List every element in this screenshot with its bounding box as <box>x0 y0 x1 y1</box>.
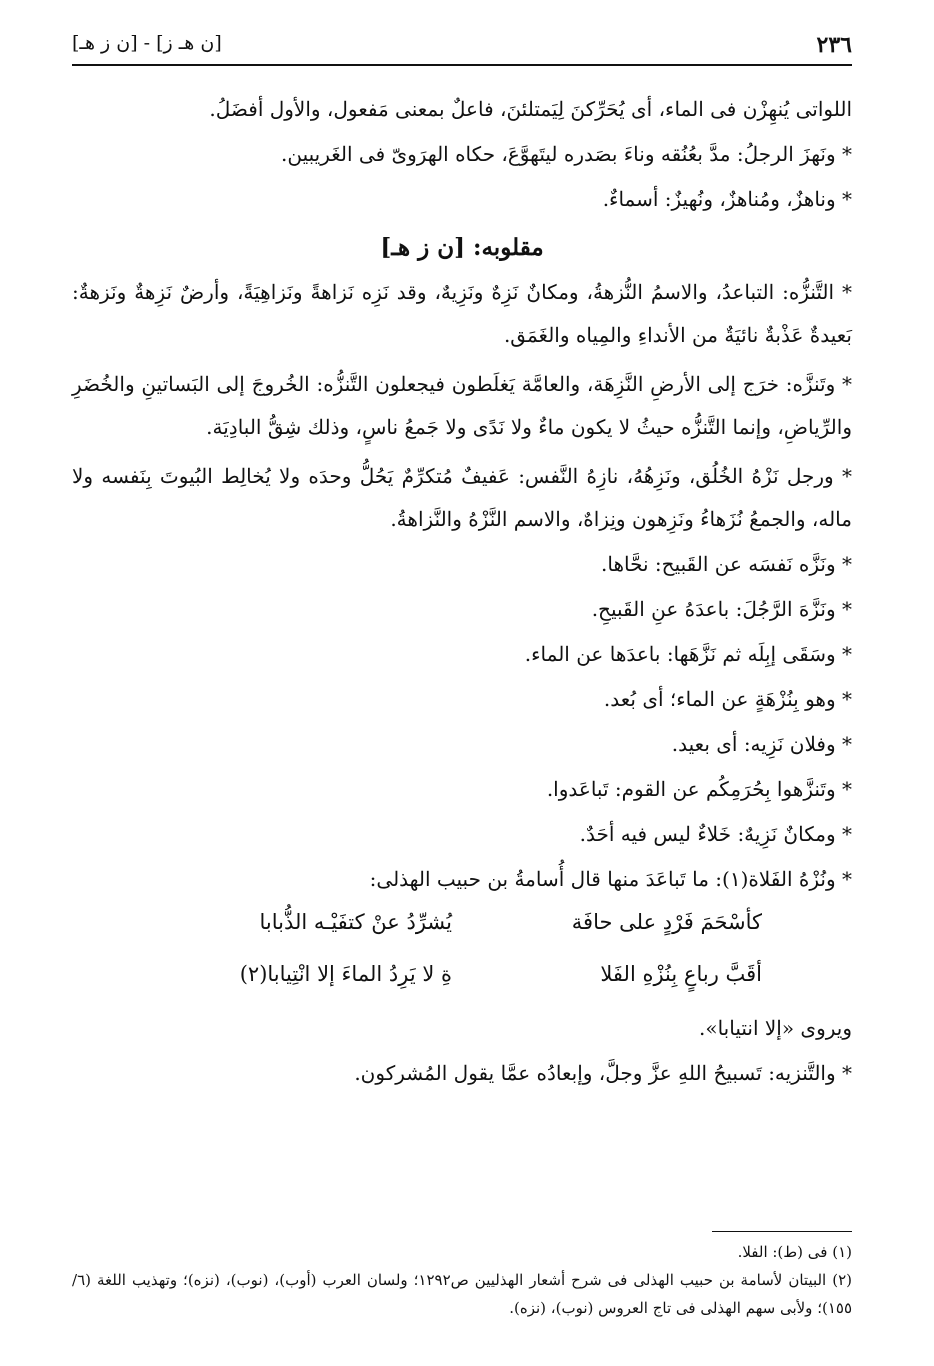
paragraph: * ونُزْهُ الفَلاة(١): ما تَباعَدَ منها قال أُسامةُ بن حبيب الهذلى: <box>369 867 852 891</box>
paragraph: * وهو بِنُزْهَةٍ عن الماء؛ أى بُعد. <box>603 687 852 711</box>
paragraph: اللواتى يُنهِزْن فى الماء، أى يُحَرِّكنَ لِيَمتلئنَ، فاعلٌ بمعنى مَفعول، والأول أفضَلُ. <box>209 97 852 121</box>
section-heading: مقلوبه: [ن ز هـ] <box>380 234 544 261</box>
footnote-rule <box>712 1231 852 1232</box>
page-header <box>72 32 852 60</box>
paragraph: * التَّنزُّه: التباعدُ، والاسمُ النُّزهةُ، ومكانٌ نَزِهٌ ونَزِيهٌ، وقد نَزِه نَزاهةً ونَزاهِيَةً، وأرضٌ نَزِهةٌ ونَزهةٌ: بَعيدةٌ عَذْبةٌ نائيَةٌ من الأنداءِ والمِياه والغَمَق. <box>72 280 852 347</box>
paragraph: * وتَنزَّه: خرَج إلى الأرضِ النَّزِهَة، والعامَّة يَغلَطون فيجعلون التَّنزُّه: الخُروجَ إلى البَساتينِ والخُضَرِ والرِّياضِ، وإنما التَّنزُّه حيثُ لا يكون ماءٌ ولا نَدًى ولا جَمعُ ناسٍ، وذلك شِقُّ البادِيَة. <box>72 372 852 439</box>
paragraph: * وناهزٌ، ومُناهزٌ، ونُهيزٌ: أسماءٌ. <box>602 187 852 211</box>
verse-first-hemistich: أقَبَّ رباعٍ بِنُزْهِ الفَلا <box>600 962 762 986</box>
paragraph: * ونَهزَ الرجلُ: مدَّ بعُنُقه وناءَ بصَدره ليتَهوَّعَ، حكاه الهرَوىّ فى الغَريبين. <box>281 142 852 166</box>
page-number: ٢٣٦ <box>816 32 852 58</box>
paragraph: * ورجل نَزْهُ الخُلُق، ونَزِهُهُ، نازِهُ النَّفس: عَفيفٌ مُتكرِّمٌ يَحُلُّ وحدَه ولا يُخالِط البُيوتَ بِنَفسه ولا ماله، والجمعُ نُزَهاءُ ونَزِهون ونِزاهٌ، والاسم النَّزْهُ والنَّزاهةُ. <box>72 464 852 531</box>
paragraph: * والتَّنزيه: تَسبيحُ اللهِ عزَّ وجلَّ، وإبعادُه عمَّا يقول المُشركون. <box>354 1061 852 1085</box>
paragraph: * ونَزَّه نَفسَه عن القَبيح: نحَّاها. <box>601 552 852 576</box>
verse-first-hemistich: كأسْحَمَ فَرْدٍ على حافَة <box>571 910 762 934</box>
book-page <box>72 22 852 1342</box>
footnote: (١) فى (ط): الفلا. <box>737 1243 852 1261</box>
paragraph: ويروى «إلا انتيابا». <box>698 1016 852 1040</box>
verse-second-hemistich: ةِ لا يَرِدُ الماءَ إلا انْتِيابا(٢) <box>239 962 452 986</box>
verse-line <box>72 901 852 953</box>
footnote: (٢) البيتان لأسامة بن حبيب الهذلى فى شرح أشعار الهذليين ص١٢٩٢؛ ولسان العرب (أوب)، (نوب)، (نزه)؛ وتهذيب اللغة (٦/ ١٥٥)؛ ولأبى سهم الهذلى فى تاج العروس (نوب)، (نزه). <box>72 1271 853 1317</box>
verse-line <box>72 953 852 1005</box>
main-text <box>72 88 852 1095</box>
paragraph: * ومكانٌ نَزِيهٌ: خَلاءٌ ليس فيه أحَدٌ. <box>579 822 852 846</box>
verse-second-hemistich: يُشرِّدُ عنْ كتفَيْـه الذُّبابا <box>259 910 452 934</box>
paragraph: * وتَنزَّهوا بِحُرَمِكُم عن القوم: تَباعَدوا. <box>546 777 852 801</box>
header-rule <box>72 64 852 66</box>
paragraph: * ونَزَّهَ الرَّجُلَ: باعدَهُ عنِ القَبيحِ. <box>591 597 852 621</box>
paragraph: * وفلان نَزِيه: أى بعيد. <box>671 732 852 756</box>
running-head: [ن هـ ز] - [ن ز هـ] <box>72 32 222 54</box>
paragraph: * وسَقَى إبِلَه ثم نَزَّهَها: باعدَها عن الماء. <box>524 642 852 666</box>
footnotes <box>72 1238 852 1322</box>
